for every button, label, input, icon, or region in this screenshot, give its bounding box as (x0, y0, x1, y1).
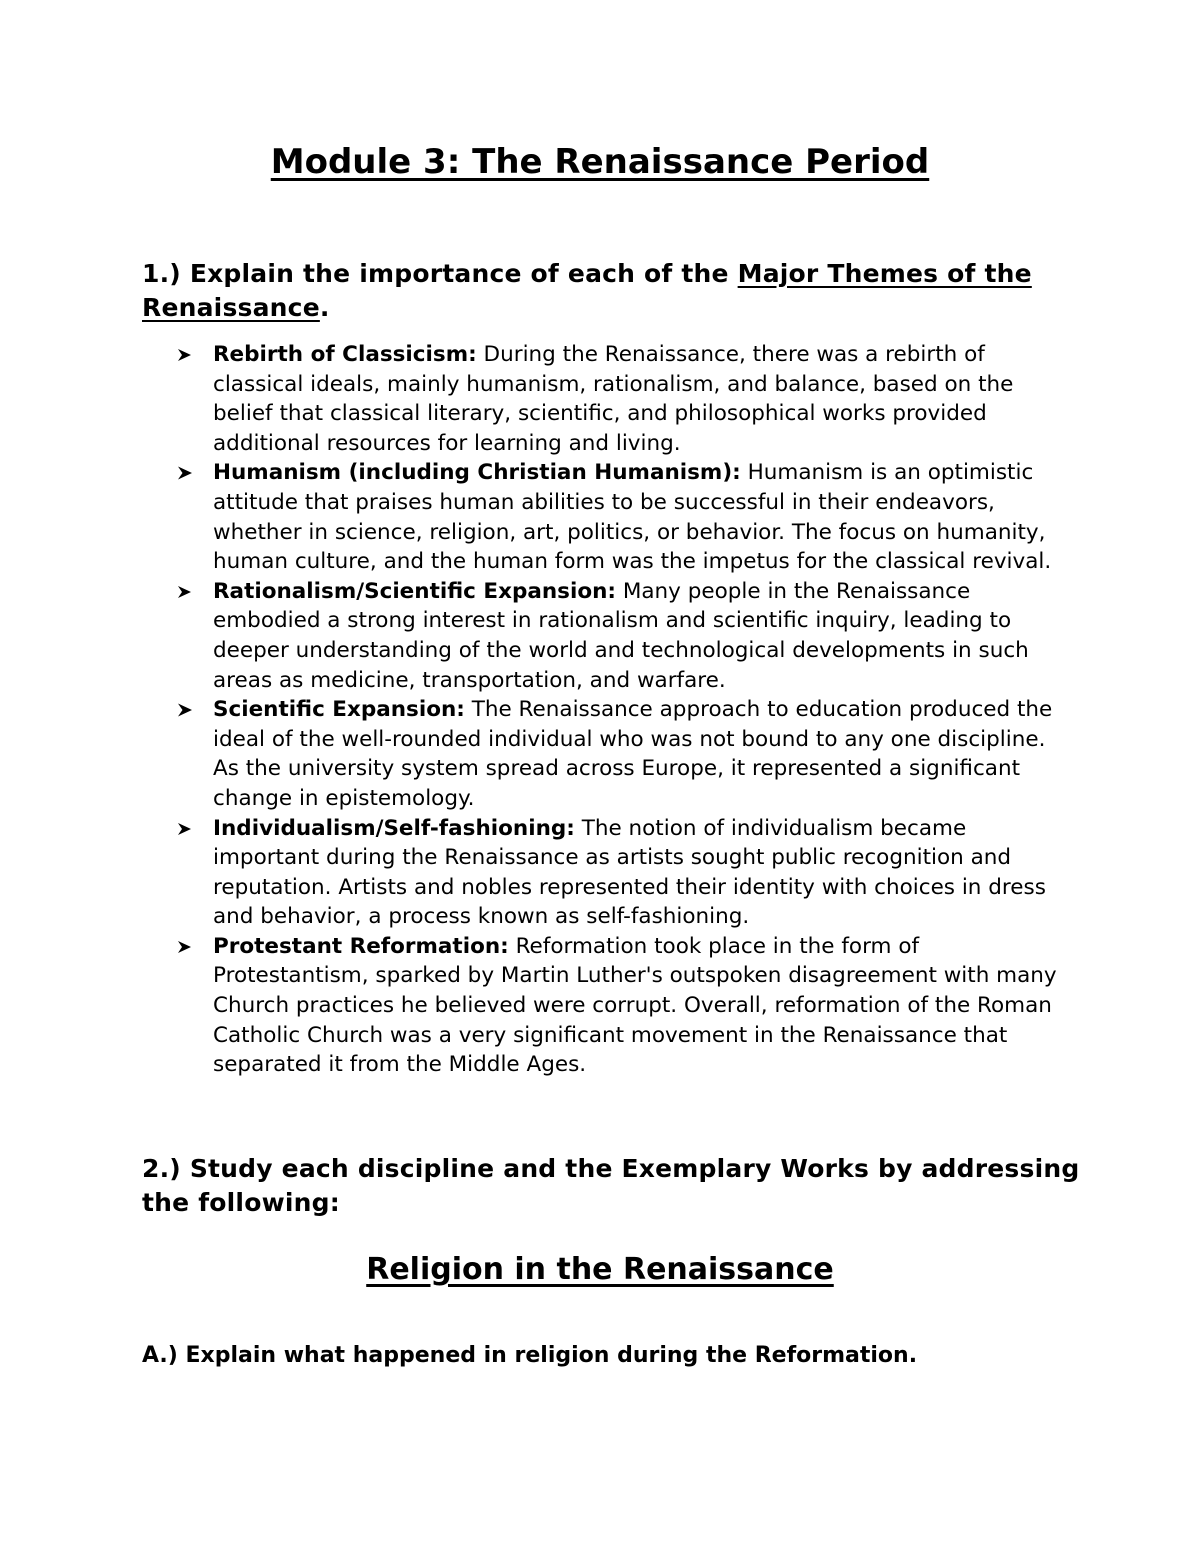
theme-text: The Renaissance approach to education produced the ideal of the well-rounded individual who was not bound to any one discipline. As the university system spread across Europe, it represented a significant change in epistemology. (213, 697, 1053, 811)
list-item (174, 458, 1074, 576)
question-1-suffix: . (319, 293, 330, 322)
major-themes-link[interactable]: Major Themes of the Renaissance (142, 259, 1032, 322)
section-heading-text: Religion in the Renaissance (366, 1252, 834, 1287)
theme-text: Many people in the Renaissance embodied a strong interest in rationalism and scientific inquiry, leading to deeper understanding of the world and technological developments in such areas as medicine, transportation, and warfare. (213, 578, 1029, 693)
theme-text: Humanism is an optimistic attitude that praises human abilities to be successful in their endeavors, whether in science, religion, art, politics, or behavior. The focus on humanity, human culture, and the human form was the impetus for the classical revival. (213, 460, 1052, 575)
themes-list (174, 340, 1074, 1080)
arrowhead-bullet-icon (174, 695, 196, 725)
question-1-prefix: 1.) Explain the importance of each of the (142, 259, 738, 288)
page-title-text: Module 3: The Renaissance Period (270, 142, 930, 182)
theme-term: Scientific Expansion: (213, 697, 465, 723)
list-item (174, 340, 1074, 458)
theme-term: Individualism/Self-fashioning: (213, 815, 575, 841)
question-1 (142, 257, 1082, 325)
arrowhead-bullet-icon (174, 932, 196, 962)
arrowhead-bullet-icon (174, 340, 196, 370)
subquestion-a: A.) Explain what happened in religion during the Reformation. (142, 1343, 918, 1368)
question-2: 2.) Study each discipline and the Exemplary Works by addressing the following: (142, 1154, 1080, 1217)
theme-term: Rebirth of Classicism: (213, 342, 477, 367)
theme-text: The notion of individualism became important during the Renaissance as artists sought public recognition and reputation. Artists and nobles represented their identity with choices in dress and behavior, a process known as self-fashioning. (213, 815, 1046, 930)
theme-term: Rationalism/Scientific Expansion: (213, 578, 616, 604)
theme-text: Reformation took place in the form of Protestantism, sparked by Martin Luther's outspoken disagreement with many Church practices he believed were corrupt. Overall, reformation of the Roman Catholic Church was a very significant movement in the Renaissance that separated it from the Middle Ages. (213, 933, 1057, 1078)
list-item (174, 932, 1074, 1080)
list-item (174, 577, 1074, 695)
section-heading (0, 1250, 1200, 1290)
list-item (174, 814, 1074, 932)
arrowhead-bullet-icon (174, 814, 196, 844)
arrowhead-bullet-icon (174, 458, 196, 488)
list-item (174, 695, 1074, 813)
theme-term: Protestant Reformation: (213, 933, 509, 959)
theme-term: Humanism (including Christian Humanism): (213, 460, 741, 486)
arrowhead-bullet-icon (174, 577, 196, 607)
page-title (0, 140, 1200, 184)
theme-text: During the Renaissance, there was a rebirth of classical ideals, mainly humanism, rationalism, and balance, based on the belief that classical literary, scientific, and philosophical works provided additional resources for learning and living. (213, 342, 1014, 456)
